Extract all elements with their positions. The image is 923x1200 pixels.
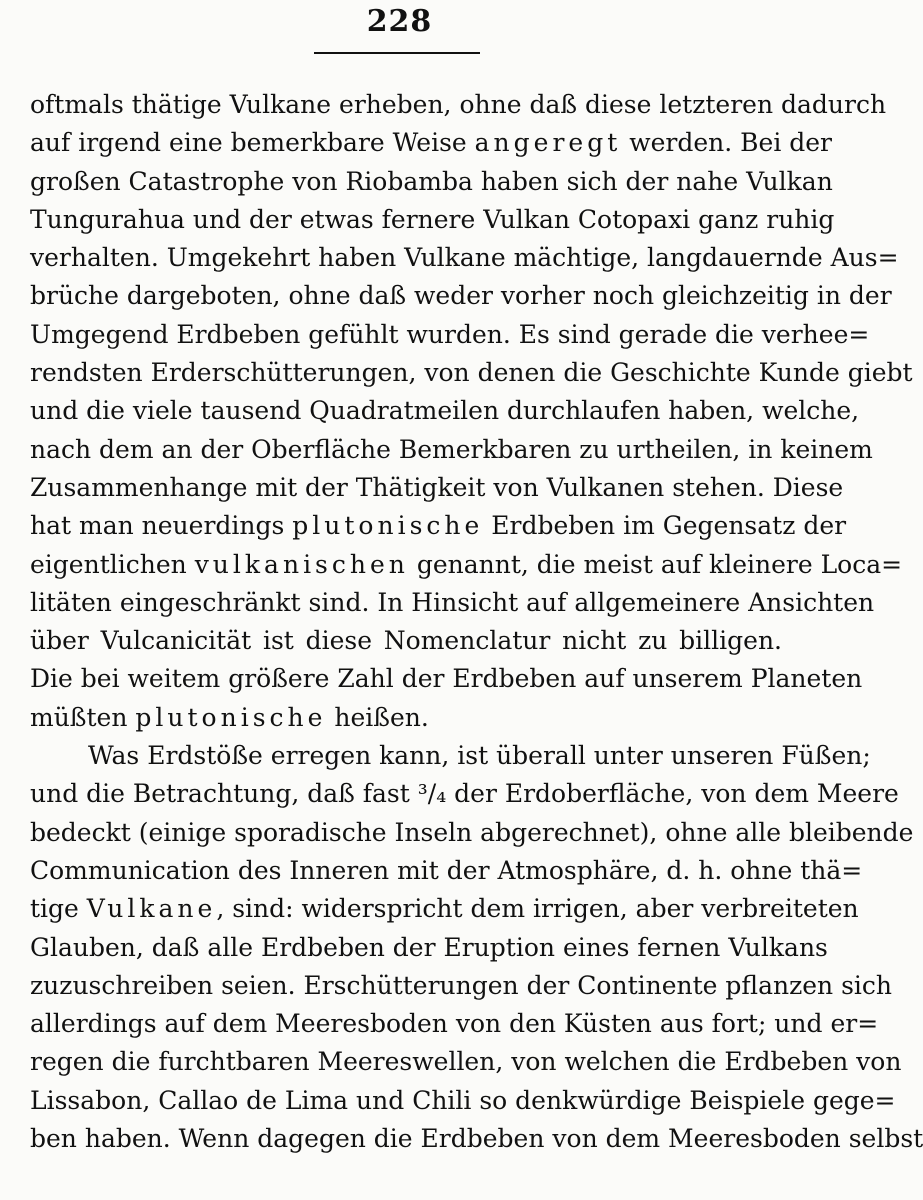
text-run: nach dem an der Oberfläche Bemerkbaren zu urtheilen, in keinem xyxy=(30,434,873,464)
text-run: auf irgend eine bemerkbare Weise xyxy=(30,128,475,158)
text-line xyxy=(30,584,875,622)
text-run: Umgegend Erdbeben gefühlt wurden. Es sind gerade die verhee= xyxy=(30,319,870,349)
text-line xyxy=(30,660,863,698)
text-run: Glauben, daß alle Erdbeben der Eruption eines fernen Vulkans xyxy=(30,932,828,962)
spaced-emphasis: plutonische xyxy=(292,511,484,541)
text-run: und die Betrachtung, daß fast ³/₄ der Erdoberfläche, von dem Meere xyxy=(30,779,899,809)
text-run: bedeckt (einige sporadische Inseln abgerechnet), ohne alle bleibende xyxy=(30,817,914,847)
text-line xyxy=(30,507,847,545)
text-line xyxy=(30,316,870,354)
text-run: Tungurahua und der etwas fernere Vulkan Cotopaxi ganz ruhig xyxy=(30,204,835,234)
text-run: oftmals thätige Vulkane erheben, ohne daß diese letzteren dadurch xyxy=(30,90,887,119)
text-line xyxy=(30,737,871,775)
text-line xyxy=(30,852,863,890)
text-line xyxy=(30,86,887,124)
text-run: großen Catastrophe von Riobamba haben sich der nahe Vulkan xyxy=(30,166,833,196)
text-line xyxy=(30,1082,896,1120)
text-run: rendsten Erderschütterungen, von denen die Geschichte Kunde giebt xyxy=(30,358,913,388)
text-run: tige xyxy=(30,894,87,924)
spaced-emphasis: Vulkane xyxy=(86,894,217,924)
text-line xyxy=(30,890,859,928)
text-line xyxy=(30,277,892,315)
text-run: , sind: widerspricht dem irrigen, aber verbreiteten xyxy=(216,894,859,924)
spaced-emphasis: vulkanischen xyxy=(194,549,409,579)
text-line xyxy=(30,622,782,660)
text-run: hat man neuerdings xyxy=(30,511,293,541)
text-run: über Vulcanicität ist diese Nomenclatur nicht zu billigen. xyxy=(30,626,782,656)
text-line xyxy=(30,1005,879,1043)
text-run: litäten eingeschränkt sind. In Hinsicht auf allgemeinere Ansichten xyxy=(30,587,875,617)
text-line xyxy=(30,431,873,469)
text-run: Die bei weitem größere Zahl der Erdbeben auf unserem Planeten xyxy=(30,664,863,694)
text-run: und die viele tausend Quadratmeilen durchlaufen haben, welche, xyxy=(30,396,860,426)
body-text xyxy=(30,86,923,1158)
text-line xyxy=(30,699,782,737)
text-line xyxy=(30,239,899,277)
text-run: regen die furchtbaren Meereswellen, von welchen die Erdbeben von xyxy=(30,1047,902,1077)
text-line xyxy=(30,775,899,813)
text-run: verhalten. Umgekehrt haben Vulkane mächtige, langdauernde Aus= xyxy=(30,243,899,273)
text-run: Communication des Inneren mit der Atmosphäre, d. h. ohne thä= xyxy=(30,855,863,885)
text-line xyxy=(30,546,903,584)
text-run: Was Erdstöße erregen kann, ist überall unter unseren Füßen; xyxy=(88,741,871,771)
text-run: Zusammenhange mit der Thätigkeit von Vulkanen stehen. Diese xyxy=(30,472,844,502)
spaced-emphasis: angeregt xyxy=(474,128,622,158)
text-run: heißen. xyxy=(326,702,429,732)
text-run: brüche dargeboten, ohne daß weder vorher noch gleichzeitig in der xyxy=(30,281,892,311)
text-run: ben haben. Wenn dagegen die Erdbeben von dem Meeresboden selbst xyxy=(30,1124,923,1154)
text-line xyxy=(30,967,893,1005)
text-run: zuzuschreiben seien. Erschütterungen der Continente pflanzen sich xyxy=(30,970,893,1000)
text-run: müßten xyxy=(30,702,136,732)
text-run: genannt, die meist auf kleinere Loca= xyxy=(408,549,903,579)
page-number: 228 xyxy=(366,4,433,39)
header-rule xyxy=(314,52,480,54)
text-run: Erdbeben im Gegensatz der xyxy=(483,511,847,541)
text-line xyxy=(30,392,860,430)
text-line xyxy=(30,469,844,507)
spaced-emphasis: plutonische xyxy=(135,702,327,732)
text-line xyxy=(30,354,913,392)
text-line xyxy=(30,1043,902,1081)
text-line xyxy=(30,163,833,201)
text-run: werden. Bei der xyxy=(621,128,833,158)
text-run: Lissabon, Callao de Lima und Chili so denkwürdige Beispiele gege= xyxy=(30,1085,896,1115)
text-run: eigentlichen xyxy=(30,549,195,579)
text-run: allerdings auf dem Meeresboden von den Küsten aus fort; und er= xyxy=(30,1009,879,1039)
text-line xyxy=(30,929,828,967)
text-line xyxy=(30,1120,923,1158)
text-line xyxy=(30,814,914,852)
text-line xyxy=(30,124,833,162)
text-line xyxy=(30,201,835,239)
